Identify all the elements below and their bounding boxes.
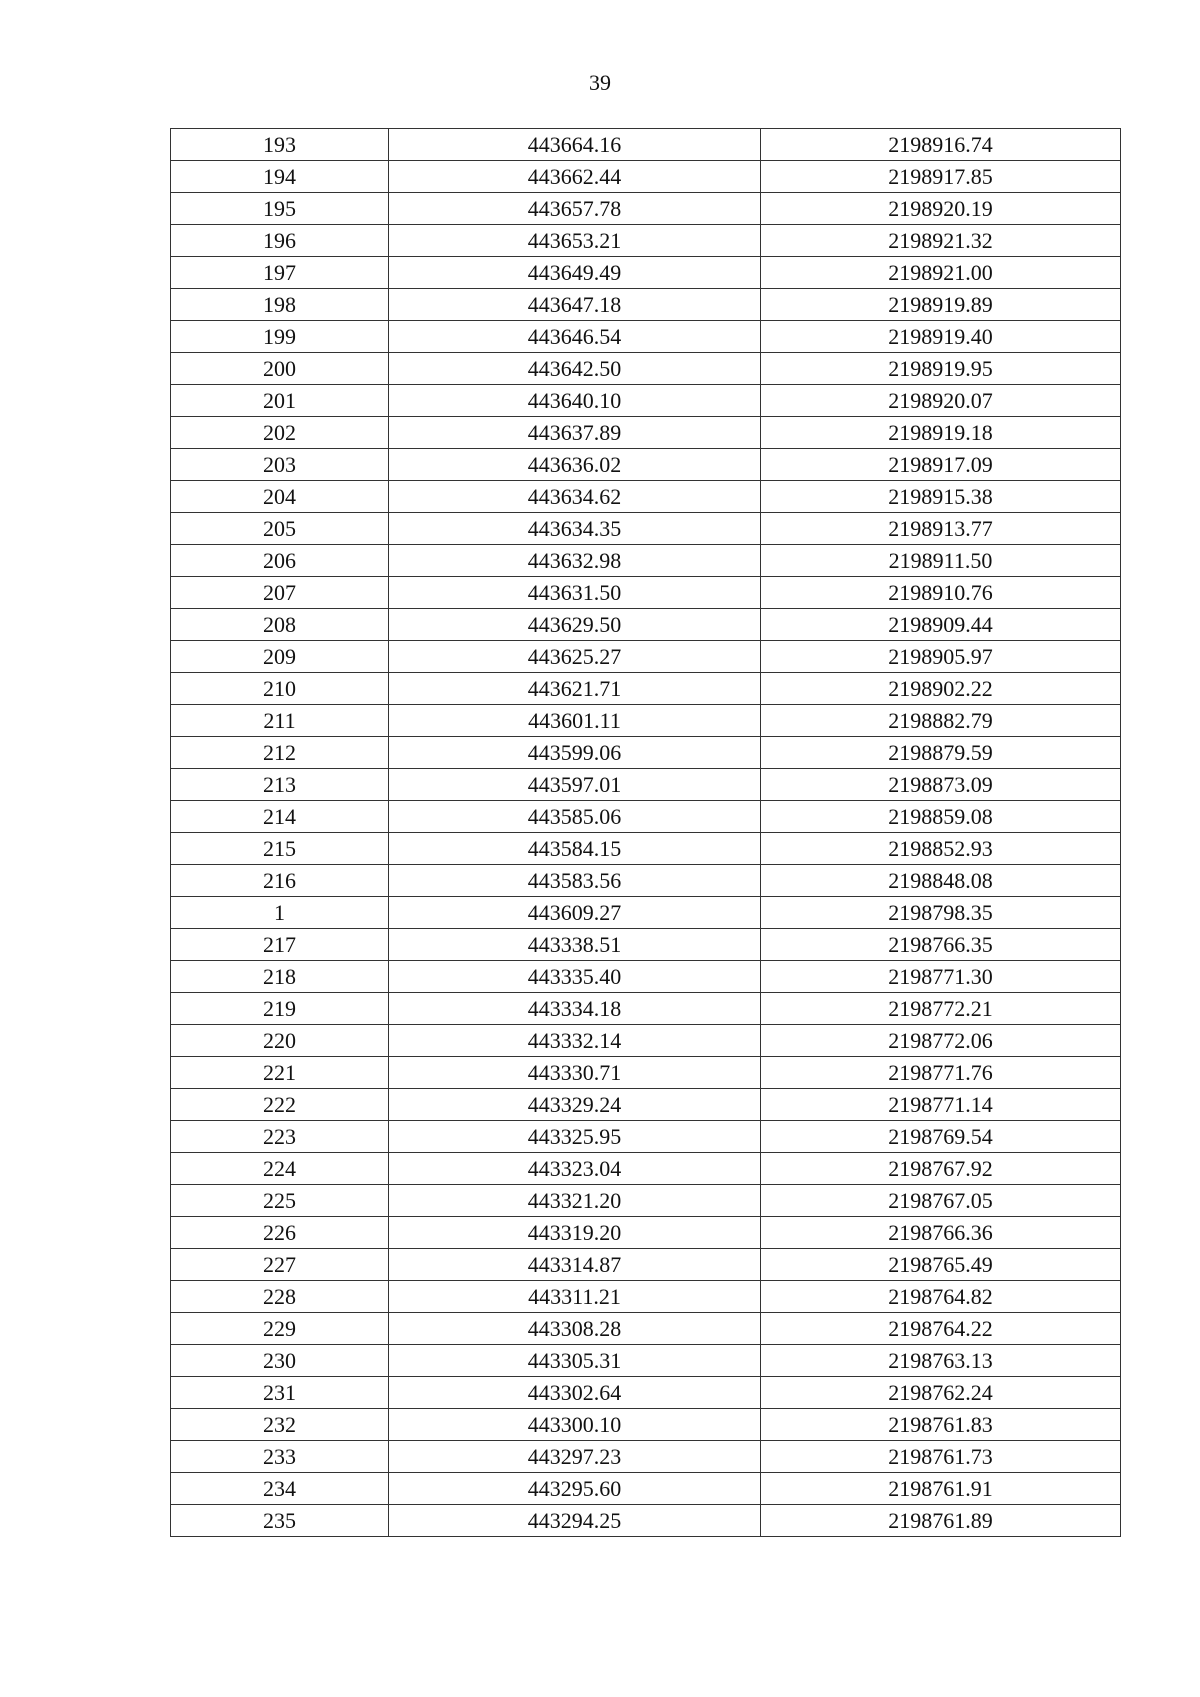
y-coordinate-cell: 2198848.08	[761, 865, 1121, 897]
table-row	[171, 1217, 1121, 1249]
y-coordinate-cell: 2198915.38	[761, 481, 1121, 513]
x-coordinate-cell: 443653.21	[389, 225, 761, 257]
y-coordinate-cell: 2198761.91	[761, 1473, 1121, 1505]
x-coordinate-cell: 443314.87	[389, 1249, 761, 1281]
y-coordinate-cell: 2198852.93	[761, 833, 1121, 865]
point-number-cell: 199	[171, 321, 389, 353]
x-coordinate-cell: 443335.40	[389, 961, 761, 993]
point-number-cell: 206	[171, 545, 389, 577]
y-coordinate-cell: 2198772.06	[761, 1025, 1121, 1057]
point-number-cell: 204	[171, 481, 389, 513]
x-coordinate-cell: 443662.44	[389, 161, 761, 193]
x-coordinate-cell: 443297.23	[389, 1441, 761, 1473]
point-number-cell: 227	[171, 1249, 389, 1281]
y-coordinate-cell: 2198772.21	[761, 993, 1121, 1025]
x-coordinate-cell: 443338.51	[389, 929, 761, 961]
table-row	[171, 705, 1121, 737]
point-number-cell: 212	[171, 737, 389, 769]
point-number-cell: 228	[171, 1281, 389, 1313]
point-number-cell: 198	[171, 289, 389, 321]
x-coordinate-cell: 443300.10	[389, 1409, 761, 1441]
table-row	[171, 1185, 1121, 1217]
table-row	[171, 129, 1121, 161]
table-row	[171, 833, 1121, 865]
y-coordinate-cell: 2198911.50	[761, 545, 1121, 577]
x-coordinate-cell: 443609.27	[389, 897, 761, 929]
y-coordinate-cell: 2198902.22	[761, 673, 1121, 705]
table-row	[171, 545, 1121, 577]
point-number-cell: 211	[171, 705, 389, 737]
table-row	[171, 353, 1121, 385]
point-number-cell: 231	[171, 1377, 389, 1409]
y-coordinate-cell: 2198913.77	[761, 513, 1121, 545]
point-number-cell: 223	[171, 1121, 389, 1153]
table-row	[171, 193, 1121, 225]
x-coordinate-cell: 443330.71	[389, 1057, 761, 1089]
point-number-cell: 196	[171, 225, 389, 257]
y-coordinate-cell: 2198764.22	[761, 1313, 1121, 1345]
point-number-cell: 207	[171, 577, 389, 609]
table-row	[171, 449, 1121, 481]
table-row	[171, 513, 1121, 545]
table-row	[171, 257, 1121, 289]
table-row	[171, 481, 1121, 513]
point-number-cell: 208	[171, 609, 389, 641]
point-number-cell: 214	[171, 801, 389, 833]
y-coordinate-cell: 2198767.92	[761, 1153, 1121, 1185]
x-coordinate-cell: 443632.98	[389, 545, 761, 577]
point-number-cell: 197	[171, 257, 389, 289]
x-coordinate-cell: 443649.49	[389, 257, 761, 289]
y-coordinate-cell: 2198798.35	[761, 897, 1121, 929]
point-number-cell: 195	[171, 193, 389, 225]
y-coordinate-cell: 2198771.14	[761, 1089, 1121, 1121]
y-coordinate-cell: 2198919.40	[761, 321, 1121, 353]
point-number-cell: 222	[171, 1089, 389, 1121]
table-row	[171, 225, 1121, 257]
x-coordinate-cell: 443308.28	[389, 1313, 761, 1345]
x-coordinate-cell: 443319.20	[389, 1217, 761, 1249]
point-number-cell: 201	[171, 385, 389, 417]
x-coordinate-cell: 443601.11	[389, 705, 761, 737]
table-row	[171, 385, 1121, 417]
point-number-cell: 232	[171, 1409, 389, 1441]
y-coordinate-cell: 2198920.19	[761, 193, 1121, 225]
table-row	[171, 1345, 1121, 1377]
x-coordinate-cell: 443642.50	[389, 353, 761, 385]
y-coordinate-cell: 2198769.54	[761, 1121, 1121, 1153]
y-coordinate-cell: 2198921.00	[761, 257, 1121, 289]
table-row	[171, 673, 1121, 705]
point-number-cell: 1	[171, 897, 389, 929]
table-row	[171, 1121, 1121, 1153]
point-number-cell: 205	[171, 513, 389, 545]
point-number-cell: 203	[171, 449, 389, 481]
y-coordinate-cell: 2198766.36	[761, 1217, 1121, 1249]
table-row	[171, 993, 1121, 1025]
y-coordinate-cell: 2198919.18	[761, 417, 1121, 449]
x-coordinate-cell: 443332.14	[389, 1025, 761, 1057]
table-row	[171, 737, 1121, 769]
x-coordinate-cell: 443584.15	[389, 833, 761, 865]
x-coordinate-cell: 443583.56	[389, 865, 761, 897]
y-coordinate-cell: 2198917.85	[761, 161, 1121, 193]
table-row	[171, 1089, 1121, 1121]
point-number-cell: 215	[171, 833, 389, 865]
y-coordinate-cell: 2198764.82	[761, 1281, 1121, 1313]
y-coordinate-cell: 2198909.44	[761, 609, 1121, 641]
point-number-cell: 194	[171, 161, 389, 193]
table-row	[171, 161, 1121, 193]
x-coordinate-cell: 443634.62	[389, 481, 761, 513]
y-coordinate-cell: 2198763.13	[761, 1345, 1121, 1377]
table-row	[171, 641, 1121, 673]
y-coordinate-cell: 2198879.59	[761, 737, 1121, 769]
point-number-cell: 217	[171, 929, 389, 961]
point-number-cell: 200	[171, 353, 389, 385]
table-row	[171, 769, 1121, 801]
coordinate-table-body	[171, 129, 1121, 1537]
y-coordinate-cell: 2198766.35	[761, 929, 1121, 961]
x-coordinate-cell: 443646.54	[389, 321, 761, 353]
table-row	[171, 1025, 1121, 1057]
x-coordinate-cell: 443657.78	[389, 193, 761, 225]
x-coordinate-cell: 443629.50	[389, 609, 761, 641]
y-coordinate-cell: 2198910.76	[761, 577, 1121, 609]
point-number-cell: 233	[171, 1441, 389, 1473]
x-coordinate-cell: 443664.16	[389, 129, 761, 161]
table-row	[171, 1409, 1121, 1441]
table-row	[171, 577, 1121, 609]
point-number-cell: 229	[171, 1313, 389, 1345]
y-coordinate-cell: 2198761.83	[761, 1409, 1121, 1441]
y-coordinate-cell: 2198920.07	[761, 385, 1121, 417]
table-row	[171, 1281, 1121, 1313]
table-row	[171, 1057, 1121, 1089]
table-row	[171, 417, 1121, 449]
y-coordinate-cell: 2198921.32	[761, 225, 1121, 257]
table-row	[171, 1313, 1121, 1345]
x-coordinate-cell: 443294.25	[389, 1505, 761, 1537]
y-coordinate-cell: 2198905.97	[761, 641, 1121, 673]
y-coordinate-cell: 2198919.95	[761, 353, 1121, 385]
table-row	[171, 897, 1121, 929]
table-row	[171, 1153, 1121, 1185]
point-number-cell: 220	[171, 1025, 389, 1057]
point-number-cell: 216	[171, 865, 389, 897]
y-coordinate-cell: 2198873.09	[761, 769, 1121, 801]
table-row	[171, 865, 1121, 897]
x-coordinate-cell: 443636.02	[389, 449, 761, 481]
table-row	[171, 321, 1121, 353]
table-row	[171, 1377, 1121, 1409]
point-number-cell: 221	[171, 1057, 389, 1089]
x-coordinate-cell: 443621.71	[389, 673, 761, 705]
point-number-cell: 226	[171, 1217, 389, 1249]
table-row	[171, 801, 1121, 833]
point-number-cell: 225	[171, 1185, 389, 1217]
point-number-cell: 202	[171, 417, 389, 449]
table-row	[171, 609, 1121, 641]
x-coordinate-cell: 443597.01	[389, 769, 761, 801]
x-coordinate-cell: 443640.10	[389, 385, 761, 417]
table-row	[171, 1249, 1121, 1281]
x-coordinate-cell: 443599.06	[389, 737, 761, 769]
y-coordinate-cell: 2198916.74	[761, 129, 1121, 161]
point-number-cell: 224	[171, 1153, 389, 1185]
y-coordinate-cell: 2198761.73	[761, 1441, 1121, 1473]
y-coordinate-cell: 2198765.49	[761, 1249, 1121, 1281]
point-number-cell: 210	[171, 673, 389, 705]
x-coordinate-cell: 443647.18	[389, 289, 761, 321]
y-coordinate-cell: 2198767.05	[761, 1185, 1121, 1217]
point-number-cell: 213	[171, 769, 389, 801]
table-row	[171, 1505, 1121, 1537]
table-row	[171, 961, 1121, 993]
point-number-cell: 235	[171, 1505, 389, 1537]
y-coordinate-cell: 2198761.89	[761, 1505, 1121, 1537]
point-number-cell: 234	[171, 1473, 389, 1505]
x-coordinate-cell: 443329.24	[389, 1089, 761, 1121]
table-row	[171, 289, 1121, 321]
x-coordinate-cell: 443302.64	[389, 1377, 761, 1409]
x-coordinate-cell: 443334.18	[389, 993, 761, 1025]
x-coordinate-cell: 443625.27	[389, 641, 761, 673]
y-coordinate-cell: 2198919.89	[761, 289, 1121, 321]
x-coordinate-cell: 443295.60	[389, 1473, 761, 1505]
x-coordinate-cell: 443311.21	[389, 1281, 761, 1313]
table-row	[171, 929, 1121, 961]
x-coordinate-cell: 443325.95	[389, 1121, 761, 1153]
x-coordinate-cell: 443631.50	[389, 577, 761, 609]
x-coordinate-cell: 443634.35	[389, 513, 761, 545]
point-number-cell: 219	[171, 993, 389, 1025]
x-coordinate-cell: 443585.06	[389, 801, 761, 833]
table-row	[171, 1441, 1121, 1473]
x-coordinate-cell: 443323.04	[389, 1153, 761, 1185]
point-number-cell: 193	[171, 129, 389, 161]
point-number-cell: 230	[171, 1345, 389, 1377]
x-coordinate-cell: 443321.20	[389, 1185, 761, 1217]
y-coordinate-cell: 2198882.79	[761, 705, 1121, 737]
x-coordinate-cell: 443637.89	[389, 417, 761, 449]
y-coordinate-cell: 2198771.76	[761, 1057, 1121, 1089]
point-number-cell: 218	[171, 961, 389, 993]
x-coordinate-cell: 443305.31	[389, 1345, 761, 1377]
coordinate-table	[170, 128, 1121, 1537]
point-number-cell: 209	[171, 641, 389, 673]
page-number: 39	[589, 70, 611, 95]
y-coordinate-cell: 2198917.09	[761, 449, 1121, 481]
table-row	[171, 1473, 1121, 1505]
y-coordinate-cell: 2198859.08	[761, 801, 1121, 833]
y-coordinate-cell: 2198771.30	[761, 961, 1121, 993]
y-coordinate-cell: 2198762.24	[761, 1377, 1121, 1409]
